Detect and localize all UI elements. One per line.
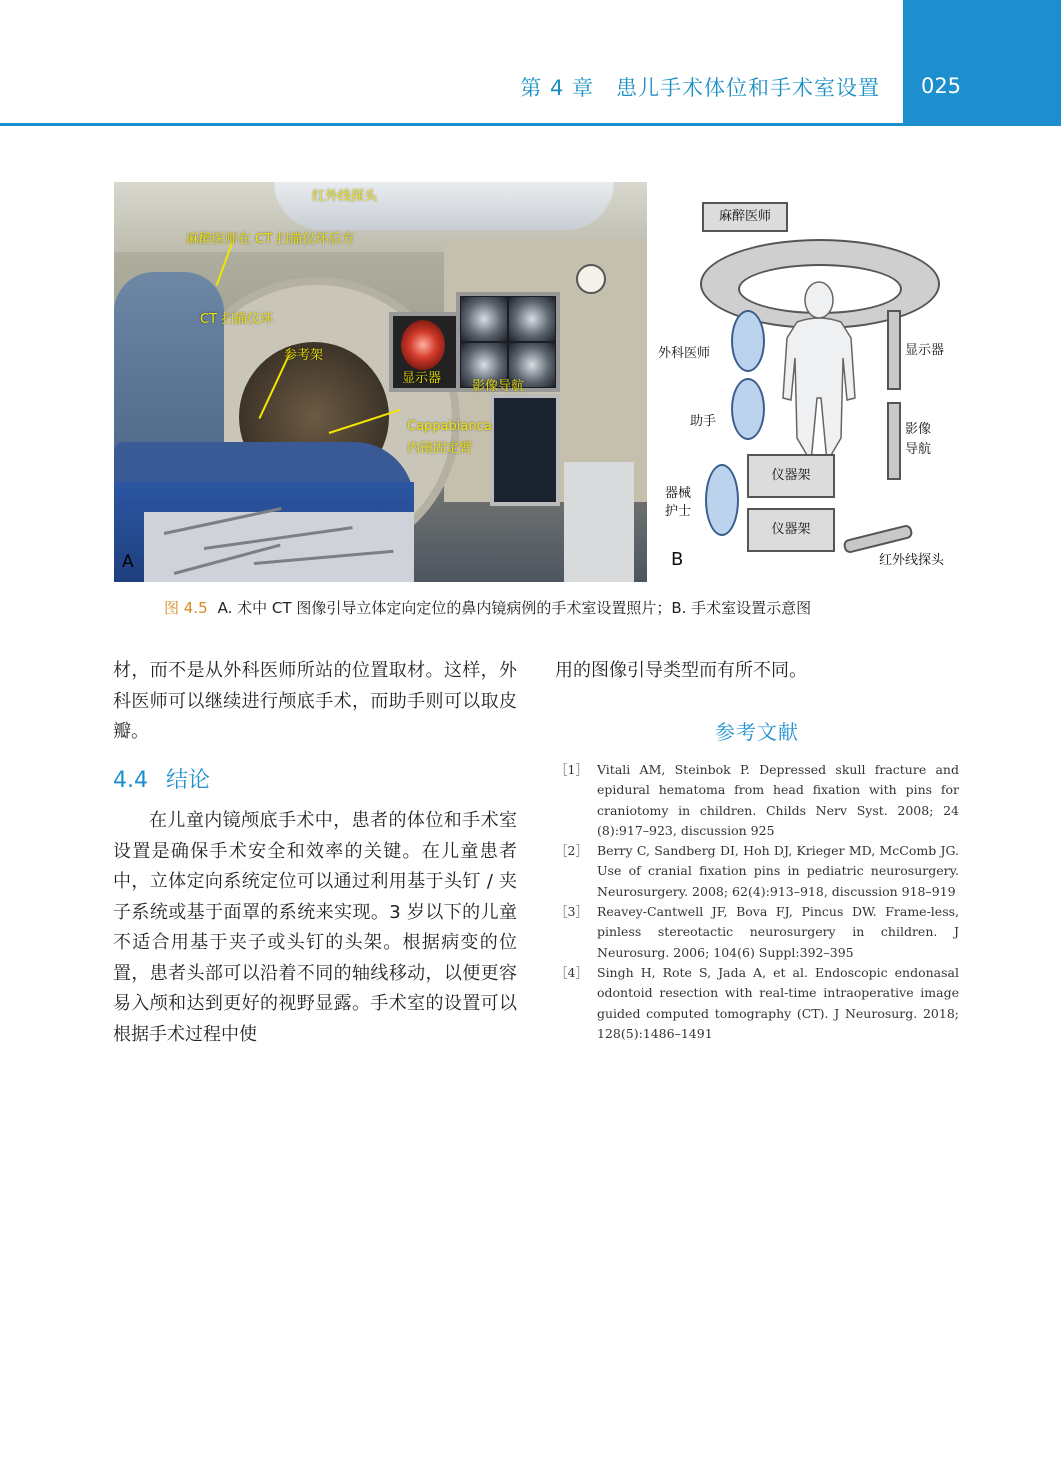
photo-endoscope-view: [401, 320, 445, 370]
page-number: 025: [920, 74, 962, 98]
label-ct-ring: CT 扫描仪环: [200, 312, 274, 327]
reference-index: ［1］: [555, 762, 588, 777]
label-image-navigation: 影像导航: [472, 379, 525, 394]
header-rule: [0, 123, 1061, 126]
label-endoscope-arm-line2: 内镜固定臂: [407, 441, 473, 456]
page-number-box: [903, 0, 1061, 124]
caption-number: 图 4.5: [164, 599, 208, 617]
label-reference-frame: 参考架: [284, 348, 324, 363]
patient-figure: [767, 278, 871, 464]
chapter-title: 第 4 章 患儿手术体位和手术室设置: [520, 76, 880, 100]
reference-text: Singh H, Rote S, Jada A, et al. Endoscopic endonasal odontoid resection with real-time intraoperative image guided computed tomography (CT). J Neurosurg. 2018; 128(5):1486–1491: [597, 964, 959, 1041]
label-endoscope-arm-line1: Cappabianca: [407, 419, 492, 434]
figure-caption: [164, 597, 934, 618]
reference-item: [555, 902, 959, 963]
reference-item: [555, 841, 959, 902]
box-instrument-rack-1: 仪器架: [747, 454, 835, 498]
navigation-bar: [887, 402, 901, 480]
nurse-marker: [705, 464, 739, 536]
reference-index: ［3］: [555, 904, 588, 920]
label-infrared-probe: 红外线探头: [879, 553, 945, 568]
caption-text: A. 术中 CT 图像引导立体定向定位的鼻内镜病例的手术室设置照片；B. 手术室设置示意图: [217, 599, 812, 617]
label-nurse-line1: 器械: [665, 486, 692, 501]
label-assistant: 助手: [690, 414, 717, 429]
continued-paragraph: 材，而不是从外科医师所站的位置取材。这样，外科医师可以继续进行颅底手术，而助手则可以取皮瓣。: [113, 660, 517, 742]
reference-text: Reavey-Cantwell JF, Bova FJ, Pincus DW. Frame-less, pinless stereotactic neurosurgery in children. J Neurosurg. 2006; 104(6) Suppl:392–395: [597, 904, 959, 960]
box-anesthesiologist: 麻醉医师: [702, 202, 788, 232]
figure-photo-panel: [114, 182, 647, 582]
reference-item: [555, 760, 959, 841]
label-navigation-line1: 影像: [905, 422, 932, 437]
right-column-continued: [555, 656, 959, 687]
label-navigation-line2: 导航: [905, 442, 932, 457]
section-heading: [113, 766, 517, 797]
label-display: 显示器: [905, 343, 945, 358]
label-surgeon: 外科医师: [658, 346, 711, 361]
assistant-marker: [731, 378, 765, 440]
reference-text: Berry C, Sandberg DI, Hoh DJ, Krieger MD, McComb JG. Use of cranial fixation pins in pediatric neurosurgery. Neurosurgery. 2008; 62(4):913–918, discussion 918–919: [597, 843, 959, 899]
label-nurse-line2: 护士: [665, 504, 692, 519]
photo-lower-monitor: [490, 394, 560, 506]
references-title: 参考文献: [715, 720, 799, 744]
label-infrared-probe: 红外线探头: [312, 189, 378, 204]
continued-paragraph-right: 用的图像引导类型而有所不同。: [555, 660, 807, 681]
box-instrument-rack-2: 仪器架: [747, 508, 835, 552]
panel-label-a: A: [122, 552, 134, 572]
reference-item: [555, 963, 959, 1044]
photo-equipment-cart: [564, 462, 634, 582]
section-title: 结论: [166, 767, 211, 793]
conclusion-paragraph: 在儿童内镜颅底手术中，患者的体位和手术室设置是确保手术安全和效率的关键。在儿童患者中，立体定向系统定位可以通过利用基于头钉 / 夹子系统或基于面罩的系统来实现。3 岁以下的儿童不适合用基于夹子或头钉的头架。根据病变的位置，患者头部可以沿着不同的轴线移动，以便更容易入颅和达到更好的视野显露。手术室的设置可以根据手术过程中使: [113, 810, 517, 1045]
reference-index: ［4］: [555, 964, 588, 980]
panel-label-b: B: [671, 549, 684, 570]
reference-text: Vitali AM, Steinbok P. Depressed skull fracture and epidural hematoma from head fixation with pins for craniotomy in children. Childs Nerv Syst. 2008; 24 (8):917–923, discussion 925: [597, 762, 959, 838]
display-bar: [887, 310, 901, 390]
left-column: [113, 656, 517, 1050]
reference-index: ［2］: [555, 843, 588, 859]
surgeon-marker: [731, 310, 765, 372]
photo-clock: [576, 264, 606, 294]
references-list: [555, 760, 959, 1044]
label-display: 显示器: [402, 371, 442, 386]
label-anesthesiologist: 麻醉医师在 CT 扫描仪环后方: [186, 232, 355, 247]
section-number: 4.4: [113, 767, 148, 793]
figure-schematic-panel: [655, 182, 965, 582]
